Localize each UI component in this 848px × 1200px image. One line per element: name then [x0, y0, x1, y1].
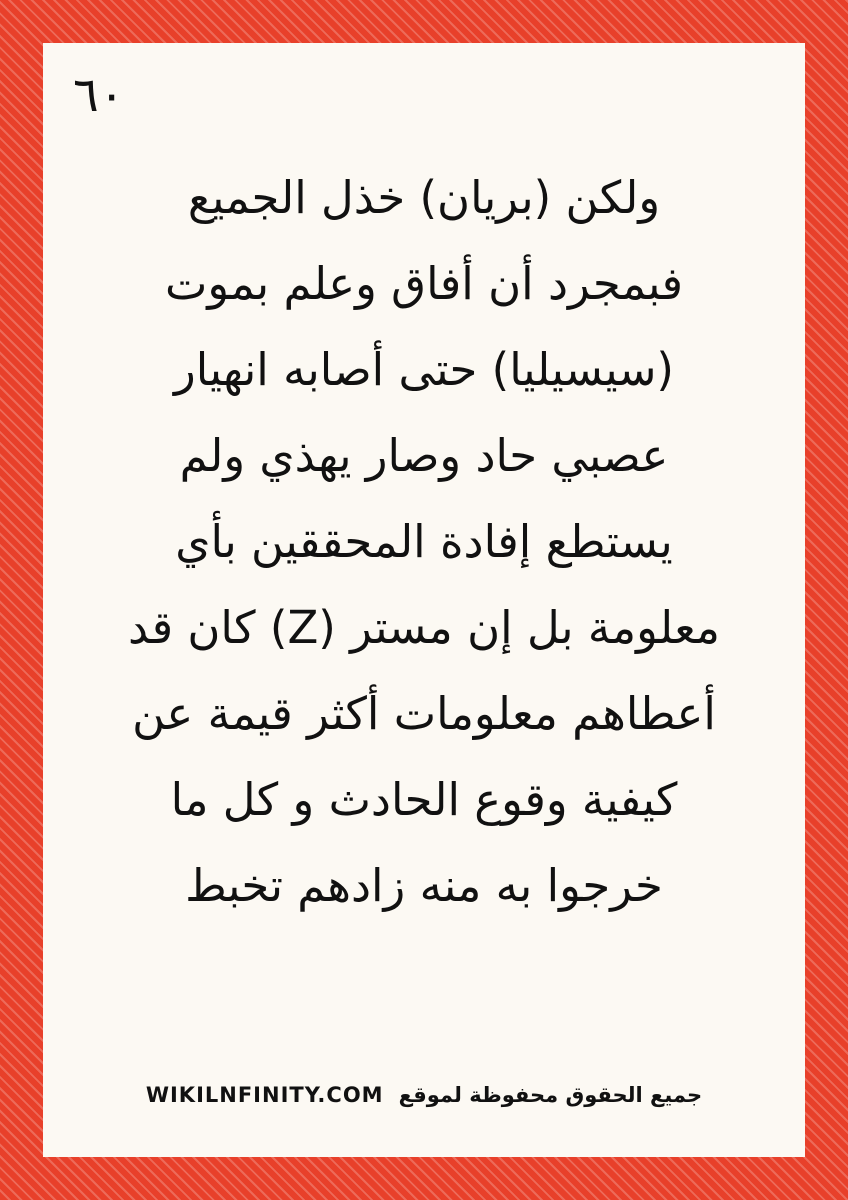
text-line-1: ولكن (بريان) خذل الجميع: [187, 171, 661, 224]
copyright-footer: [43, 1083, 805, 1107]
text-line-4: عصبي حاد وصار يهذي ولم: [179, 429, 669, 482]
page-number: ٦٠: [73, 67, 125, 123]
text-line-6: معلومة بل إن مستر (Z) كان قد: [127, 601, 721, 654]
site-name: WIKILNFINITY.COM: [145, 1083, 384, 1107]
text-line-7: أعطاهم معلومات أكثر قيمة عن: [132, 687, 716, 740]
text-line-5: يستطع إفادة المحققين بأي: [175, 515, 673, 568]
page-card: [43, 43, 805, 1157]
text-line-3: (سيسيليا) حتى أصابه انهيار: [174, 343, 674, 396]
text-line-8: كيفية وقوع الحادث و كل ما: [170, 773, 678, 826]
text-line-9: خرجوا به منه زادهم تخبط: [185, 859, 663, 912]
story-text: [47, 155, 801, 929]
text-line-2: فبمجرد أن أفاق وعلم بموت: [164, 257, 683, 310]
rights-text: جميع الحقوق محفوظة لموقع: [398, 1083, 703, 1107]
